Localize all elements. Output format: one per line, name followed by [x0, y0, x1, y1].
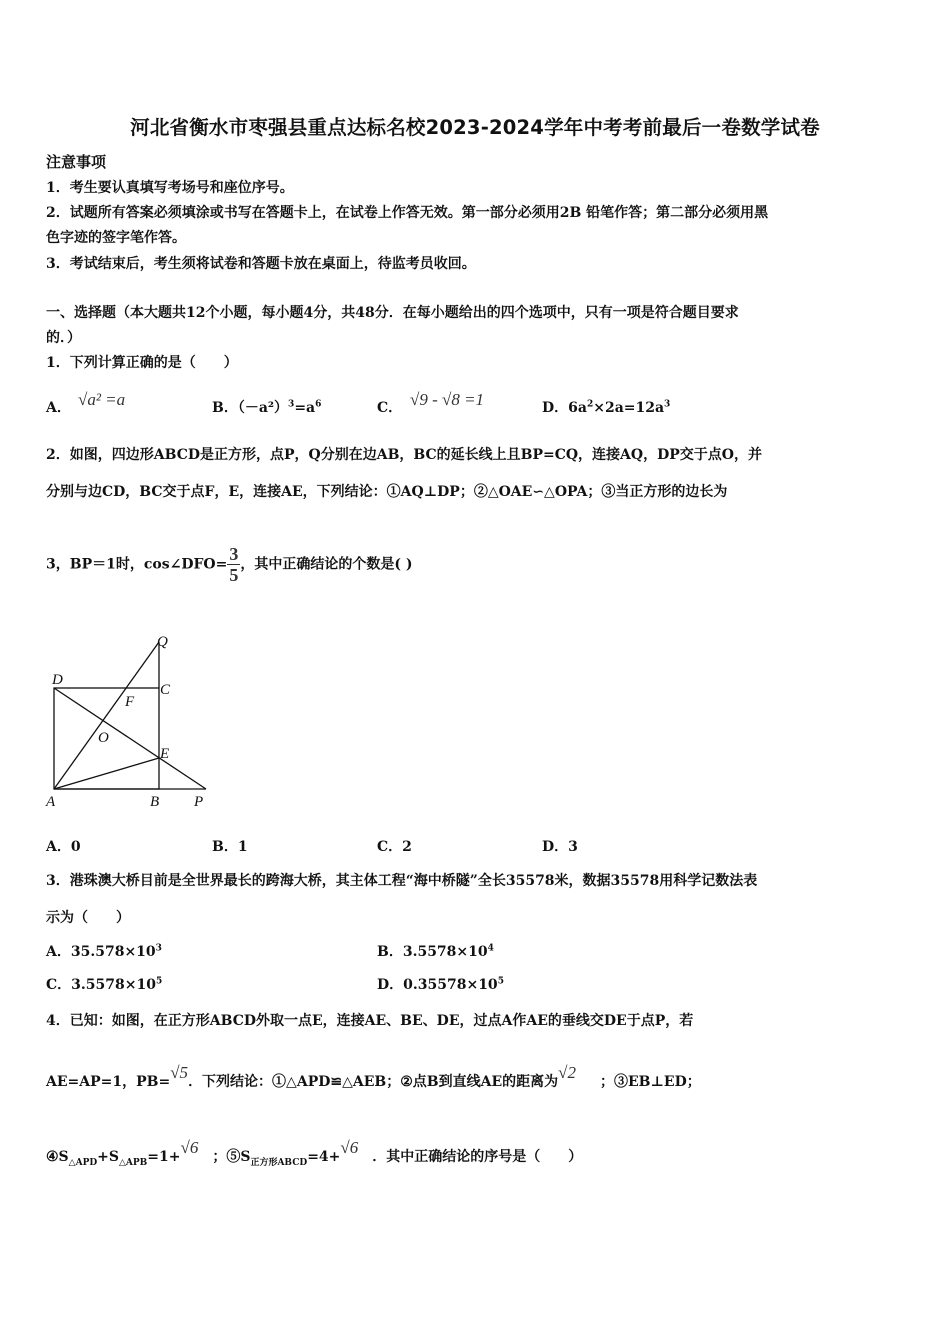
page-title: 河北省衡水市枣强县重点达标名校2023-2024学年中考考前最后一卷数学试卷 [130, 116, 820, 139]
q3-option-a [46, 941, 162, 961]
fraction-numerator: 3 [229, 544, 239, 564]
q1-stem: 1．下列计算正确的是（ ） [46, 355, 238, 371]
q1-option-d-sup1: 2 [586, 399, 594, 410]
q1-option-d-mid: ×2a=12a [593, 400, 665, 416]
q3-option-d-base: D．0.35578×10 [377, 977, 498, 993]
label-a: A [46, 794, 56, 810]
q2-line3-pre: 3，BP＝1时，cos∠DFO= [46, 556, 228, 573]
q2-line3-post: ，其中正确结论的个数是( ) [240, 556, 413, 573]
q4-line2-pre: AE=AP=1，PB= [46, 1074, 171, 1090]
q2-option-c: C．2 [377, 839, 412, 855]
q4-line3-sub1: △APD [68, 1157, 98, 1168]
segment-aq [54, 642, 159, 789]
q3-option-c-exp: 5 [155, 976, 163, 987]
q4-line3-c: =1+ [147, 1149, 181, 1165]
q1-option-b-sup2: 6 [315, 399, 322, 410]
label-q: Q [157, 634, 168, 650]
notice-heading: 注意事项 [46, 153, 107, 171]
q1-option-a-label: A． [46, 400, 71, 416]
q2-option-b: B．1 [212, 839, 248, 855]
notice-item-2: 2．试题所有答案必须填涂或书写在答题卡上，在试卷上作答无效。第一部分必须用2B 铅笔作答；第二部分必须用黑 [46, 205, 769, 221]
q4-line3-b: +S [97, 1149, 119, 1165]
q2-geometry-figure [40, 628, 220, 818]
q3-option-b-exp: 4 [487, 943, 494, 954]
q1-option-d-pre: 6a [568, 400, 587, 416]
q4-line1: 4．已知：如图，在正方形ABCD外取一点E，连接AE、BE、DE，过点A作AE的垂线交DE于点P，若 [46, 1013, 694, 1029]
q2-cos-fraction [227, 544, 240, 585]
q3-option-b-base: B．3.5578×10 [377, 944, 488, 960]
label-b: B [150, 794, 160, 810]
q1-option-c-expr: √9 - √8 =1 [410, 390, 485, 409]
q1-option-b-label: B． [212, 400, 238, 416]
section1-heading: 一、选择题（本大题共12个小题，每小题4分，共48分．在每小题给出的四个选项中，只有一项是符合题目要求 [46, 305, 739, 321]
q2-option-d: D．3 [542, 839, 578, 855]
q3-option-a-base: A．35.578×10 [46, 944, 156, 960]
fraction-denominator: 5 [229, 565, 239, 585]
q1-option-a-expr: √a² =a [78, 390, 126, 409]
section1-heading-cont: 的．） [46, 330, 81, 346]
q3-option-c [46, 974, 162, 994]
q2-line3 [46, 544, 412, 585]
label-f: F [125, 694, 135, 710]
q3-option-a-exp: 3 [155, 943, 162, 954]
label-o: O [98, 730, 109, 746]
q1-option-b-post: =a [294, 400, 316, 416]
q1-option-c-label: C． [377, 400, 403, 416]
q4-line3-sub2: △APB [119, 1157, 148, 1168]
q1-option-d [542, 397, 670, 417]
q1-option-d-sup2: 3 [664, 399, 671, 410]
notice-item-1: 1．考生要认真填写考场号和座位序号。 [46, 180, 294, 196]
q4-line3-d: ；⑤S [212, 1149, 251, 1165]
q4-line2-post: ；③EB⊥ED； [599, 1074, 701, 1090]
q4-root2: √2 [558, 1063, 576, 1082]
q3-option-c-base: C．3.5578×10 [46, 977, 156, 993]
q2-line2: 分别与边CD，BC交于点F，E，连接AE，下列结论：①AQ⊥DP；②△OAE∽△OPA；③当正方形的边长为 [46, 484, 728, 500]
q4-line2-mid: ．下列结论：①△APD≌△AEB；②点B到直线AE的距离为 [188, 1074, 559, 1090]
q3-option-d-exp: 5 [497, 976, 504, 987]
q4-line3-e: =4+ [307, 1149, 341, 1165]
q1-option-d-label: D． [542, 400, 569, 416]
q3-option-d [377, 974, 504, 994]
q3-line2: 示为（ ） [46, 910, 130, 926]
segment-ae [54, 758, 159, 789]
notice-item-2-cont: 色字迹的签字笔作答。 [46, 230, 186, 246]
q4-line2 [46, 1063, 701, 1091]
label-d: D [52, 672, 63, 688]
q4-line3-a: ④S [46, 1149, 69, 1165]
label-p: P [194, 794, 204, 810]
q1-option-b [212, 397, 321, 417]
q2-option-a: A．0 [46, 839, 81, 855]
q1-option-b-pre: （－a²） [237, 400, 289, 416]
label-e: E [160, 746, 170, 762]
q4-line3 [46, 1138, 583, 1168]
q3-line1: 3．港珠澳大桥目前是全世界最长的跨海大桥，其主体工程“海中桥隧”全长35578米，数据35578用科学记数法表 [46, 873, 758, 889]
q2-line1: 2．如图，四边形ABCD是正方形，点P，Q分别在边AB，BC的延长线上且BP=CQ，连接AQ，DP交于点O，并 [46, 447, 762, 463]
q4-root5: √5 [170, 1063, 189, 1082]
q4-line3-sub3: 正方形ABCD [250, 1157, 308, 1168]
label-c: C [160, 682, 171, 698]
q4-line3-f: ．其中正确结论的序号是（ ） [372, 1149, 583, 1165]
q1-option-b-sup: 3 [288, 399, 295, 410]
q3-option-b [377, 941, 494, 961]
q4-root6-a: √6 [180, 1138, 199, 1157]
notice-item-3: 3．考试结束后，考生须将试卷和答题卡放在桌面上，待监考员收回。 [46, 256, 476, 272]
q4-root6-b: √6 [340, 1138, 359, 1157]
